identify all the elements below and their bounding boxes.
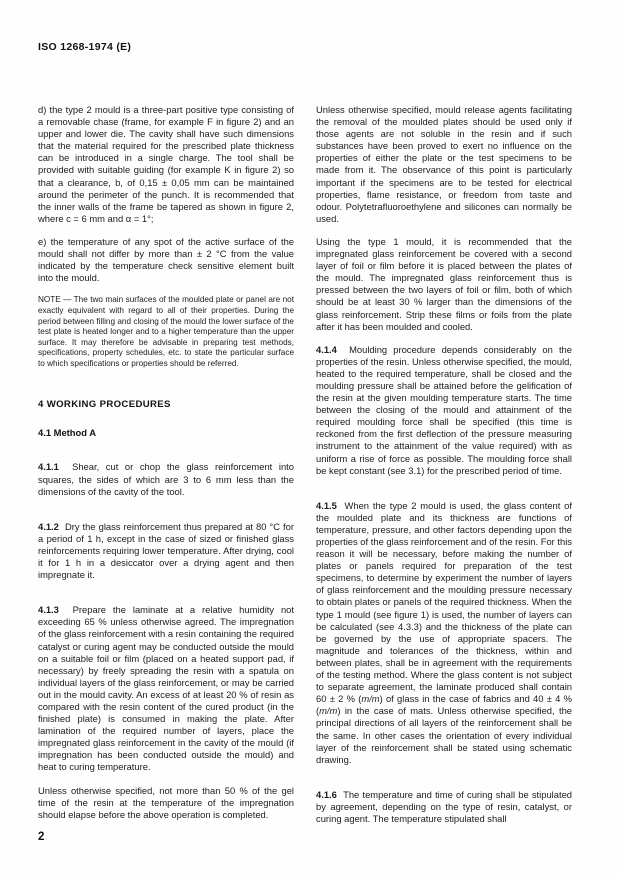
- clause-text: Shear, cut or chop the glass reinforcement into squares, the sides of which are 3 to 6 mm less than the dimensions of the cavity of the tool.: [38, 461, 294, 497]
- clause-text: Prepare the laminate at a relative humidity not exceeding 65 % unless otherwise agreed. The impregnation of the glass reinforcement with a resin containing the required catalyst or curing agent may be conducted outside the mould on a suitable foil or film (placed on a heated support pad, if necessary) by freely spreading the resin with a spatula on individual layers of the glass reinforcement, or may be carried out in the mould cavity. An excess of at least 20 % of resin as compared with the resin content of the cured product (in the finished plate) is consumed in making the plate. After lamination of the required number of layers, place the impregnated glass reinforcement in the cavity of the mould (if impregnation has been conducted outside the mould) and heat to curing temperature.: [38, 604, 294, 773]
- paragraph-note: NOTE — The two main surfaces of the moulded plate or panel are not exactly equivalent with regard to all of their properties. During the period between filling and closing of the mould the lower surface of the test plate is heated longer and to a higher temperature than the upper surface. It may therefore be advisable in preparing test methods, specifications, property schedules, etc. to state the particular surface to which specifications or properties should be referred.: [38, 295, 294, 368]
- section-heading-working-procedures: 4 WORKING PROCEDURES: [38, 399, 171, 411]
- clause-4-1-2: [38, 521, 294, 581]
- clause-4-1-4: [316, 344, 572, 477]
- clause-number: 4.1.4: [316, 343, 337, 355]
- spacer: [316, 488, 572, 500]
- left-column: [38, 104, 294, 836]
- clause-text-part-1: When the type 2 mould is used, the glass content of the moulded plate and its thickness are functions of temperature, pressure, and other factors depending upon the properties of the glass reinforcement and of the resin. For this reason it will be necessary, before making the number of plates or panels required for preparation of the test specimens, to determine by experiment the number of layers of glass reinforcement and the moulding pressure necessary to obtain plates or panels of the required thickness. When the type 1 mould (see figure 1) is used, the number of layers can be calculated (see 4.3.3) and the thickness of the plate can be governed by the use of appropriate spacers. The magnitude and tolerances of the thickness, within and between plates, shall be in agreement with the requirements of the testing method. Where the glass content is not subject to separate agreement, the laminate produced shall contain 60 ± 2 % (: [316, 499, 573, 705]
- clause-number: 4.1.1: [38, 461, 59, 473]
- clause-4-1-5: [316, 500, 572, 766]
- paragraph-type-1-mould: Using the type 1 mould, it is recommended that the impregnated glass reinforcement be covered with a second layer of foil or film before it is placed between the plates of the mould. The impregnated glass reinforcement thus is pressed between the two layers of foil or film, both of which should be at least 30 % larger than the dimensions of the glass reinforcement. Strip these films or foils from the plate after it has been moulded and cooled.: [316, 235, 572, 332]
- spacer: [316, 777, 572, 789]
- clause-number: 4.1.6: [316, 788, 337, 800]
- clause-number: 4.1.2: [38, 520, 59, 532]
- paragraph-item-d: d) the type 2 mould is a three-part positive type consisting of a removable chase (frame, for example F in figure 2) and an upper and lower die. The cavity shall have such dimensions that the material required for the prescribed plate thickness can be introduced in a single charge. The tool shall be provided with suitable guiding (for example K in figure 2) so that a clearance, b, of 0,15 ± 0,05 mm can be maintained around the perimeter of the punch. It is recommended that the inner walls of the frame be tapered as shown in figure 2, where c = 6 mm and α = 1°;: [38, 104, 294, 224]
- spacer: [38, 592, 294, 604]
- clause-4-1-6: [316, 789, 572, 825]
- spacer: [38, 449, 294, 461]
- clause-text: Dry the glass reinforcement thus prepared at 80 °C for a period of 1 h, except in the case of sized or finished glass reinforcements requiring lower temperature. After drying, cool it for 1 h in a desiccator over a drying agent and then impregnate it.: [38, 520, 294, 581]
- clause-text: The temperature and time of curing shall be stipulated by agreement, depending on the type of resin, catalyst, or curing agent. The temperature stipulated shall: [316, 788, 572, 824]
- clause-number: 4.1.5: [316, 499, 337, 511]
- clause-4-1-1: [38, 461, 294, 497]
- spacer: [38, 509, 294, 521]
- two-column-body: [38, 104, 583, 836]
- right-column: [316, 104, 572, 836]
- clause-text: Moulding procedure depends considerably on the properties of the resin. Unless otherwise specified, the mould, heated to the required temperature, shall be closed and the moulding pressure shall be attained before the gelification of the resin at the given moulding temperature starts. The time between the closing of the mould and attainment of the required moulding force shall be specified (this time is reckoned from the first deflection of the pressure measuring instrument to the attainment of the value required) with as uniform a rise of force as possible. The moulding force shall be kept constant (see 3.1) for the prescribed period of time.: [316, 343, 572, 476]
- page-number: 2: [38, 831, 45, 843]
- paragraph-item-e: e) the temperature of any spot of the active surface of the mould shall not differ by more than ± 2 °C from the value indicated by the temperature check sensitive element built into the mould.: [38, 235, 294, 284]
- subsection-heading-method-a: 4.1 Method A: [38, 427, 96, 439]
- clause-4-1-3: [38, 604, 294, 773]
- clause-text-part-3: ) in the case of mats. Unless otherwise specified, the principal directions of all layers of the reinforcement shall be the same. In other cases the orientation of every individual layer of the reinforcement shall be stated using schematic drawing.: [316, 705, 572, 765]
- clause-number: 4.1.3: [38, 604, 59, 616]
- paragraph-release-agents: Unless otherwise specified, mould release agents facilitating the removal of the moulded plates should be used only if those agents are not soluble in the resin and if such substances have been proved to exert no influence on the properties of either the plate or the test specimens to be made from it. The observance of this point is particularly important if the specimens are to be tested for electrical properties, flame resistance, or freedom from taste and odour. Polytetrafluoroethylene and silicones can normally be used.: [316, 104, 572, 224]
- unit-mass-fraction: m/m: [361, 693, 380, 705]
- unit-mass-fraction: m/m: [319, 705, 338, 717]
- page-header: ISO 1268-1974 (E): [38, 41, 132, 53]
- clause-text-part-2: ) of glass in the case of fabrics and 40 ± 4 % (: [316, 693, 572, 717]
- spacer: [38, 380, 294, 399]
- paragraph-gel-time: Unless otherwise specified, not more than 50 % of the gel time of the resin at the temperature of the impregnation should elapse before the above operation is completed.: [38, 784, 294, 820]
